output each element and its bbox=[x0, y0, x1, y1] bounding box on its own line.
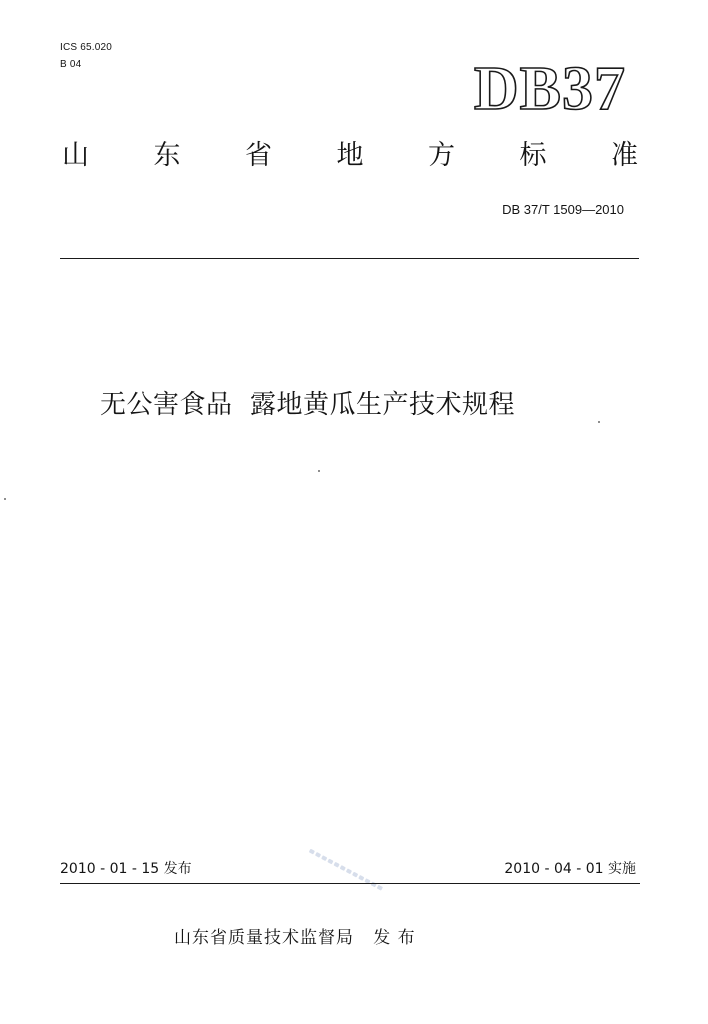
issue-date: 2010 - 01 - 15 发布 bbox=[60, 861, 192, 877]
standard-kind-char: 地 bbox=[336, 140, 364, 171]
standard-kind bbox=[62, 142, 638, 169]
standard-mark: DB37 bbox=[473, 55, 626, 123]
standard-kind-char: 准 bbox=[611, 140, 638, 171]
document-title: 无公害食品 露地黄瓜生产技术规程 bbox=[100, 390, 516, 420]
publisher: 山东省质量技术监督局 发 布 bbox=[174, 928, 416, 948]
standard-kind-char: 省 bbox=[245, 140, 272, 171]
standard-kind-char: 标 bbox=[519, 140, 547, 171]
standard-number: DB 37/T 1509—2010 bbox=[502, 202, 624, 217]
footer-divider bbox=[60, 883, 640, 884]
standard-kind-char: 山 bbox=[62, 140, 89, 171]
standard-kind-char: 东 bbox=[153, 140, 181, 171]
ccs-code: B 04 bbox=[60, 59, 82, 70]
watermark-stamp bbox=[307, 846, 391, 897]
scan-speck bbox=[4, 498, 6, 500]
standard-kind-char: 方 bbox=[428, 140, 455, 171]
implementation-date: 2010 - 04 - 01 实施 bbox=[504, 861, 636, 877]
scan-speck bbox=[318, 470, 320, 472]
ics-code: ICS 65.020 bbox=[60, 42, 113, 53]
scan-speck bbox=[598, 421, 600, 423]
header-divider bbox=[60, 258, 639, 259]
